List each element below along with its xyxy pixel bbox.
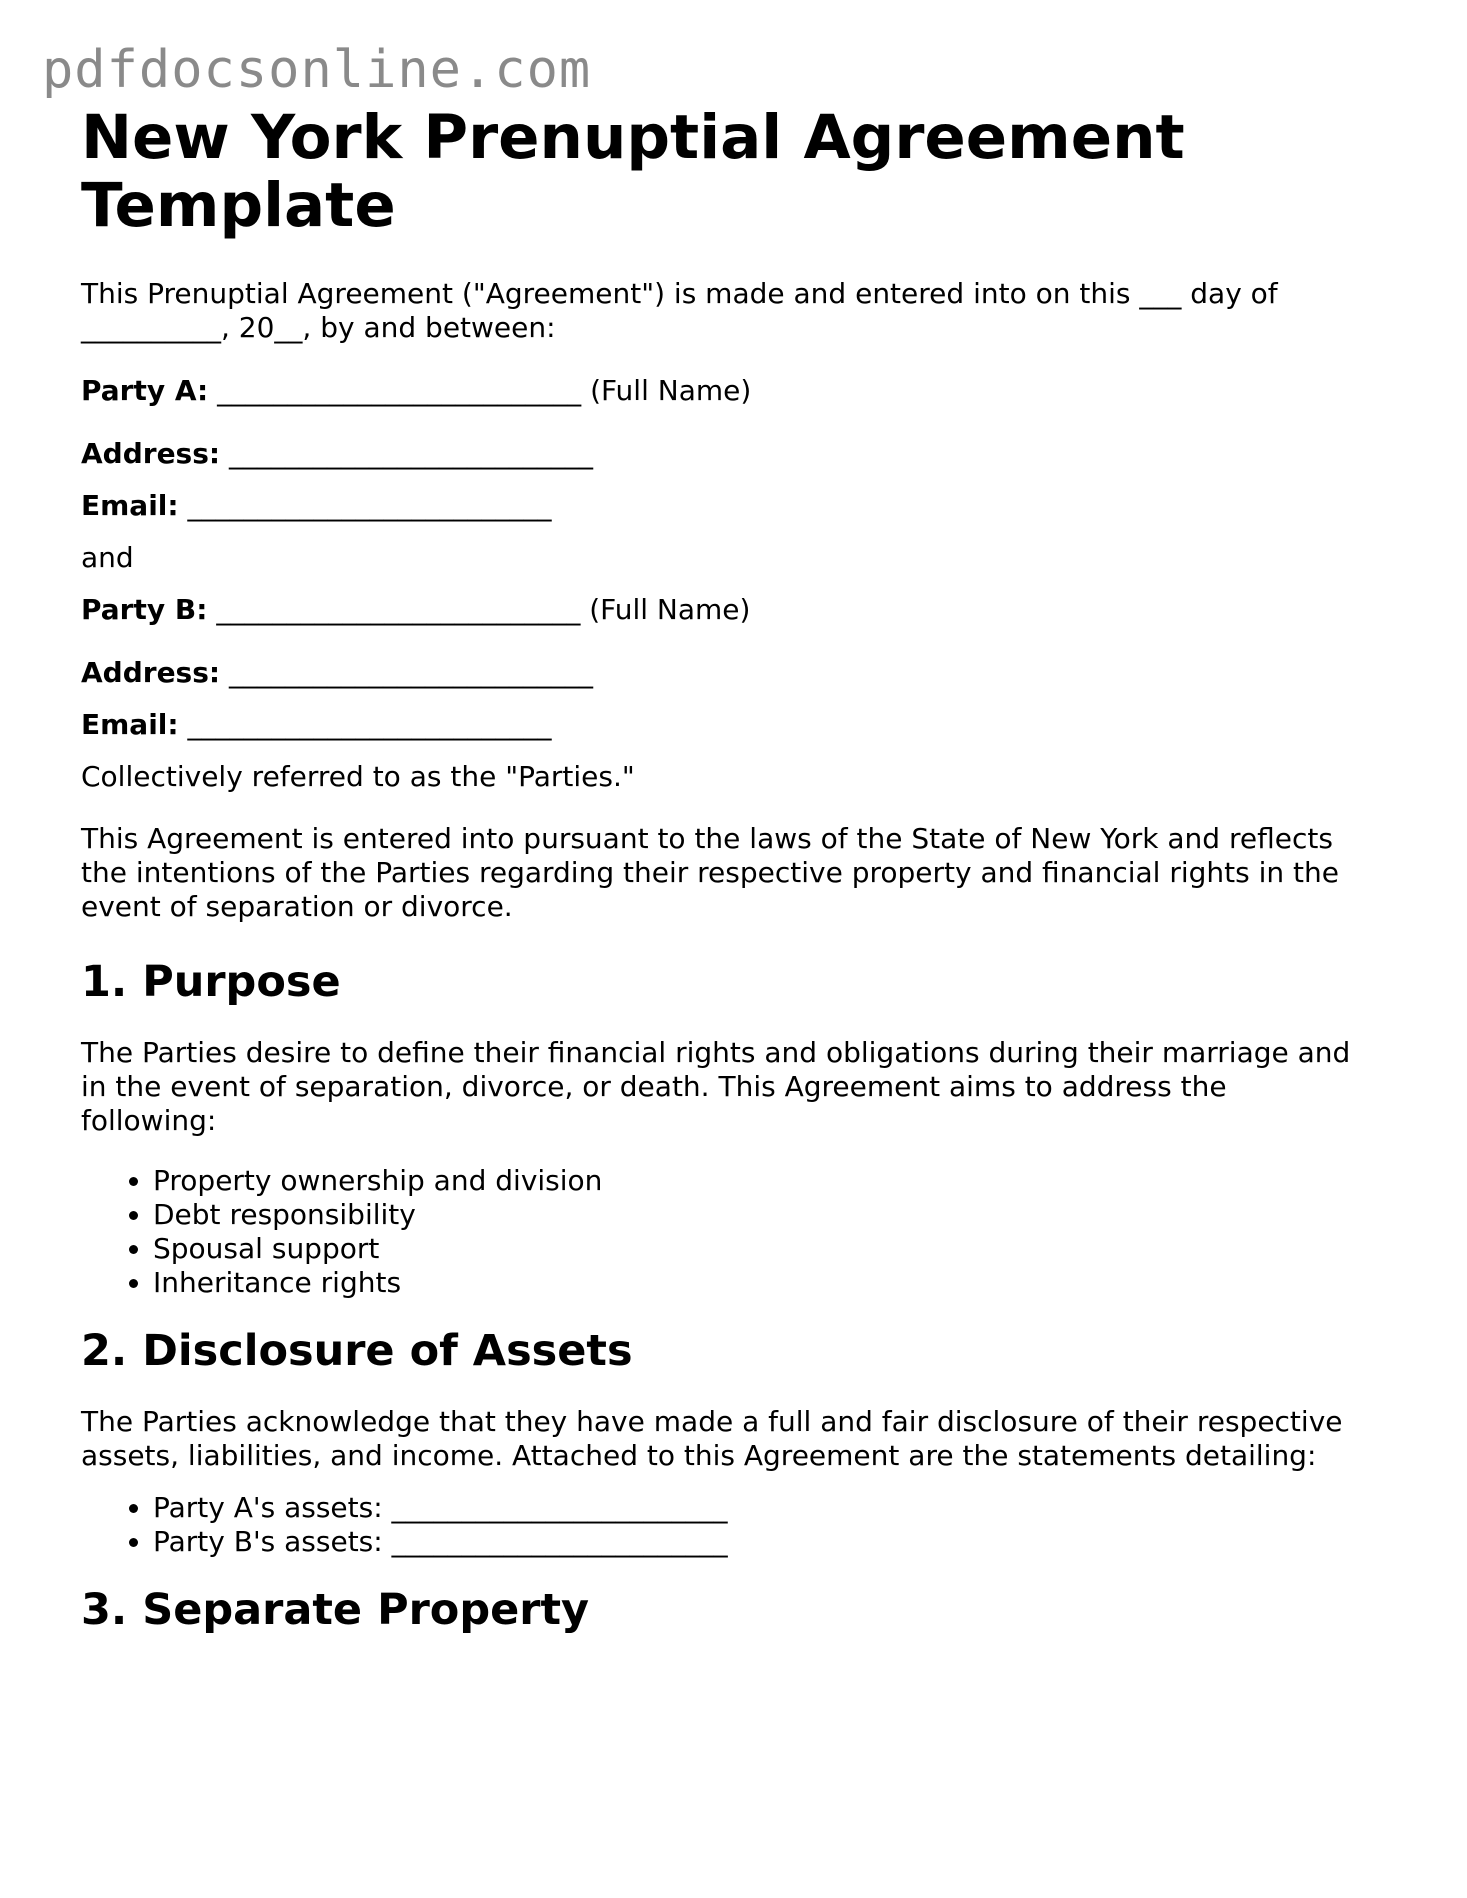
party-a-name-hint: (Full Name) — [590, 374, 752, 407]
party-b-email-blank[interactable]: __________________________ — [187, 708, 552, 741]
party-a-email-label: Email: — [81, 489, 179, 522]
party-a-address-blank[interactable]: __________________________ — [229, 437, 593, 470]
section-2-list — [81, 1491, 1411, 1559]
intro-paragraph — [81, 277, 1411, 345]
party-b-name-hint: (Full Name) — [589, 593, 751, 626]
party-b-label: Party B: — [81, 593, 208, 626]
party-a-name-row — [81, 374, 1411, 408]
section-2-line-2: assets, liabilities, and income. Attached to this Agreement are the statements detailing: — [81, 1439, 1317, 1472]
list-item: • Debt responsibility — [153, 1198, 1411, 1232]
pursuant-paragraph — [81, 822, 1411, 924]
list-item: • Party A's assets: ________________________ — [153, 1491, 1411, 1525]
document-body — [81, 104, 1411, 1635]
section-2-paragraph — [81, 1405, 1411, 1473]
list-item: • Inheritance rights — [153, 1266, 1411, 1300]
pursuant-line-2: the intentions of the Parties regarding their respective property and financial rights in the — [81, 856, 1340, 889]
party-b-address-label: Address: — [81, 656, 221, 689]
intro-line-1: This Prenuptial Agreement ("Agreement") is made and entered into on this ___ day of — [81, 277, 1278, 310]
section-1-paragraph — [81, 1036, 1411, 1138]
party-a-address-label: Address: — [81, 437, 221, 470]
section-1-line-3: following: — [81, 1104, 217, 1137]
party-b-email-row — [81, 708, 1411, 742]
collective-text: Collectively referred to as the "Parties." — [81, 760, 635, 793]
pursuant-line-3: event of separation or divorce. — [81, 890, 513, 923]
section-3-heading: 3. Separate Property — [81, 1585, 590, 1635]
party-b-name-row — [81, 593, 1411, 627]
section-1-line-1: The Parties desire to define their financial rights and obligations during their marriage and — [81, 1036, 1351, 1069]
title-line-1: New York Prenuptial Agreement — [81, 102, 1185, 173]
section-1-line-2: in the event of separation, divorce, or death. This Agreement aims to address the — [81, 1070, 1227, 1103]
party-b-email-label: Email: — [81, 708, 179, 741]
party-b-name-blank[interactable]: __________________________ — [216, 593, 581, 626]
pursuant-line-1: This Agreement is entered into pursuant to the laws of the State of New York and reflects — [81, 822, 1333, 855]
party-a-name-blank[interactable]: __________________________ — [217, 374, 582, 407]
title-line-2: Template — [81, 170, 396, 241]
party-a-label: Party A: — [81, 374, 209, 407]
section-1-heading: 1. Purpose — [81, 957, 341, 1007]
list-item: • Spousal support — [153, 1232, 1411, 1266]
section-1-list — [81, 1164, 1411, 1300]
party-a-email-blank[interactable]: __________________________ — [187, 489, 552, 522]
party-b-address-blank[interactable]: __________________________ — [229, 656, 593, 689]
section-2-heading: 2. Disclosure of Assets — [81, 1326, 633, 1376]
watermark-text: pdfdocsonline.com — [42, 40, 592, 100]
party-a-email-row — [81, 489, 1411, 523]
list-item: • Property ownership and division — [153, 1164, 1411, 1198]
intro-line-2: __________, 20__, by and between: — [81, 311, 556, 344]
party-b-address-row — [81, 656, 1411, 690]
and-text: and — [81, 541, 134, 574]
list-item: • Party B's assets: ________________________ — [153, 1525, 1411, 1559]
party-a-address-row — [81, 437, 1411, 471]
page-title — [81, 104, 1411, 240]
section-2-line-1: The Parties acknowledge that they have made a full and fair disclosure of their respective — [81, 1405, 1343, 1438]
